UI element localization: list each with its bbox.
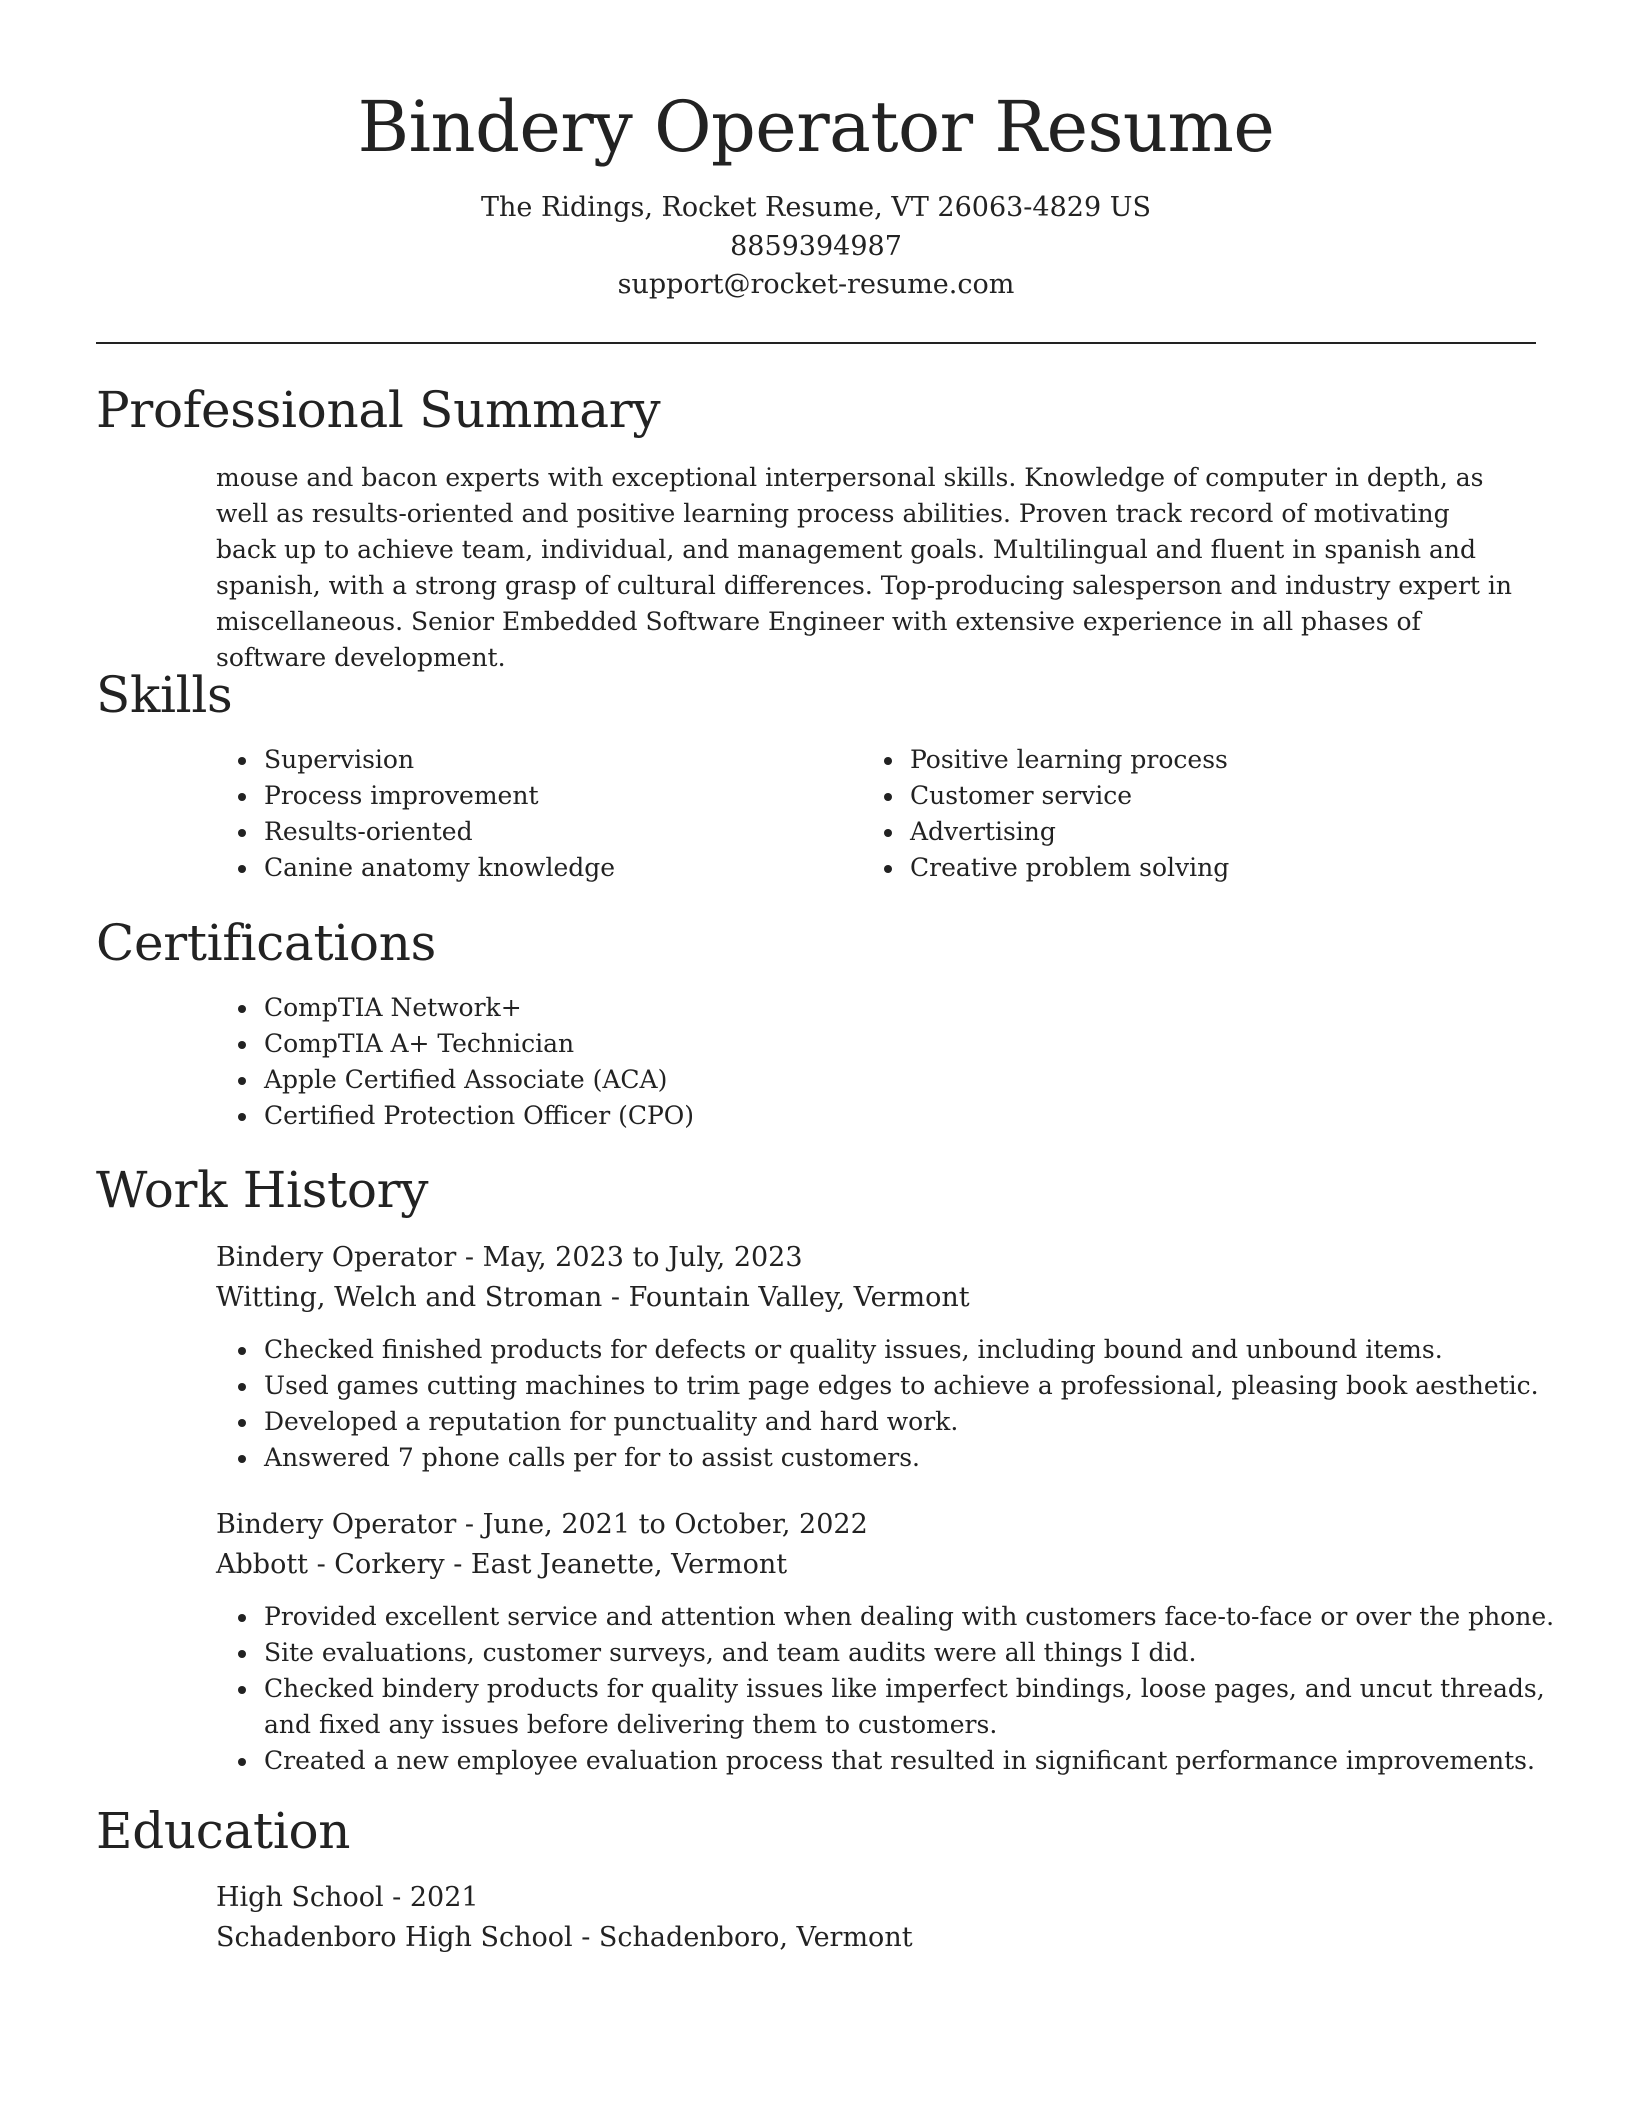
job-bullet: • Developed a reputation for punctuality and hard work. — [260, 1404, 1580, 1440]
contact-address: The Ridings, Rocket Resume, VT 26063-4829 US — [481, 192, 1151, 223]
job-bullet: • Answered 7 phone calls per for to assist customers. — [260, 1440, 1580, 1476]
education-year: - 2021 — [383, 1882, 479, 1913]
skill-item: • Advertising — [906, 814, 1506, 850]
skill-item: • Customer service — [906, 778, 1506, 814]
skill-item: • Canine anatomy knowledge — [260, 850, 860, 886]
skill-item: • Creative problem solving — [906, 850, 1506, 886]
skill-item: • Positive learning process — [906, 742, 1506, 778]
job-bullet: • Checked bindery products for quality issues like imperfect bindings, loose pages, and uncut threads, and fixed any issues before delivering them to customers. — [260, 1671, 1580, 1743]
job-bullet: • Provided excellent service and attention when dealing with customers face-to-face or over the phone. — [260, 1599, 1580, 1635]
job-dates: - May, 2023 to July, 2023 — [456, 1242, 803, 1273]
certification-item: • CompTIA A+ Technician — [260, 1026, 1560, 1062]
job-title-line — [216, 1505, 868, 1545]
skill-item: • Results-oriented — [260, 814, 860, 850]
skills-list-left — [216, 742, 860, 886]
certifications-heading: Certifications — [96, 914, 436, 972]
job-company-line — [216, 1545, 787, 1585]
certification-item: • CompTIA Network+ — [260, 990, 1560, 1026]
summary-heading: Professional Summary — [96, 381, 661, 439]
education-degree-line — [216, 1878, 479, 1918]
summary-text: mouse and bacon experts with exceptional interpersonal skills. Knowledge of computer in depth, as well as results-oriented and positive learning process abilities. Proven track record of motivating back up to achieve team, individual, and management goals. Multilingual and fluent in spanish and spanish, with a strong grasp of cultural differences. Top-producing salesperson and industry expert in miscellaneous. Senior Embedded Software Engineer with extensive experience in all phases of software development. — [216, 463, 1512, 672]
job-bullets — [216, 1599, 1580, 1779]
job-bullet: • Checked finished products for defects or quality issues, including bound and unbound items. — [260, 1332, 1580, 1368]
job-company: Witting, Welch and Stroman — [216, 1282, 603, 1313]
job-bullet: • Site evaluations, customer surveys, and team audits were all things I did. — [260, 1635, 1580, 1671]
job-title-line — [216, 1238, 803, 1278]
education-school: Schadenboro High School — [216, 1922, 573, 1953]
job-title: Bindery Operator — [216, 1242, 457, 1273]
header-divider — [96, 342, 1536, 344]
contact-phone: 8859394987 — [730, 231, 902, 262]
job-bullet: • Created a new employee evaluation process that resulted in significant performance improvements. — [260, 1743, 1580, 1779]
job-title: Bindery Operator — [216, 1509, 457, 1540]
certification-item: • Certified Protection Officer (CPO) — [260, 1098, 1560, 1134]
contact-email: support@rocket-resume.com — [617, 269, 1015, 300]
education-school-line — [216, 1918, 913, 1958]
job-location: - East Jeanette, Vermont — [444, 1549, 788, 1580]
job-dates: - June, 2021 to October, 2022 — [456, 1509, 868, 1540]
certifications-list — [216, 990, 1560, 1134]
job-company: Abbott - Corkery — [216, 1549, 445, 1580]
job-company-line — [216, 1278, 970, 1318]
resume-title: Bindery Operator Resume — [357, 86, 1275, 168]
skills-heading: Skills — [96, 666, 233, 724]
education-location: - Schadenboro, Vermont — [572, 1922, 913, 1953]
education-degree: High School — [216, 1882, 384, 1913]
job-bullets — [216, 1332, 1580, 1476]
skill-item: • Supervision — [260, 742, 860, 778]
job-bullet: • Used games cutting machines to trim page edges to achieve a professional, pleasing book aesthetic. — [260, 1368, 1580, 1404]
work-history-heading: Work History — [96, 1161, 429, 1219]
certification-item: • Apple Certified Associate (ACA) — [260, 1062, 1560, 1098]
skill-item: • Process improvement — [260, 778, 860, 814]
education-heading: Education — [96, 1802, 351, 1860]
skills-list-right — [862, 742, 1506, 886]
job-location: - Fountain Valley, Vermont — [602, 1282, 970, 1313]
